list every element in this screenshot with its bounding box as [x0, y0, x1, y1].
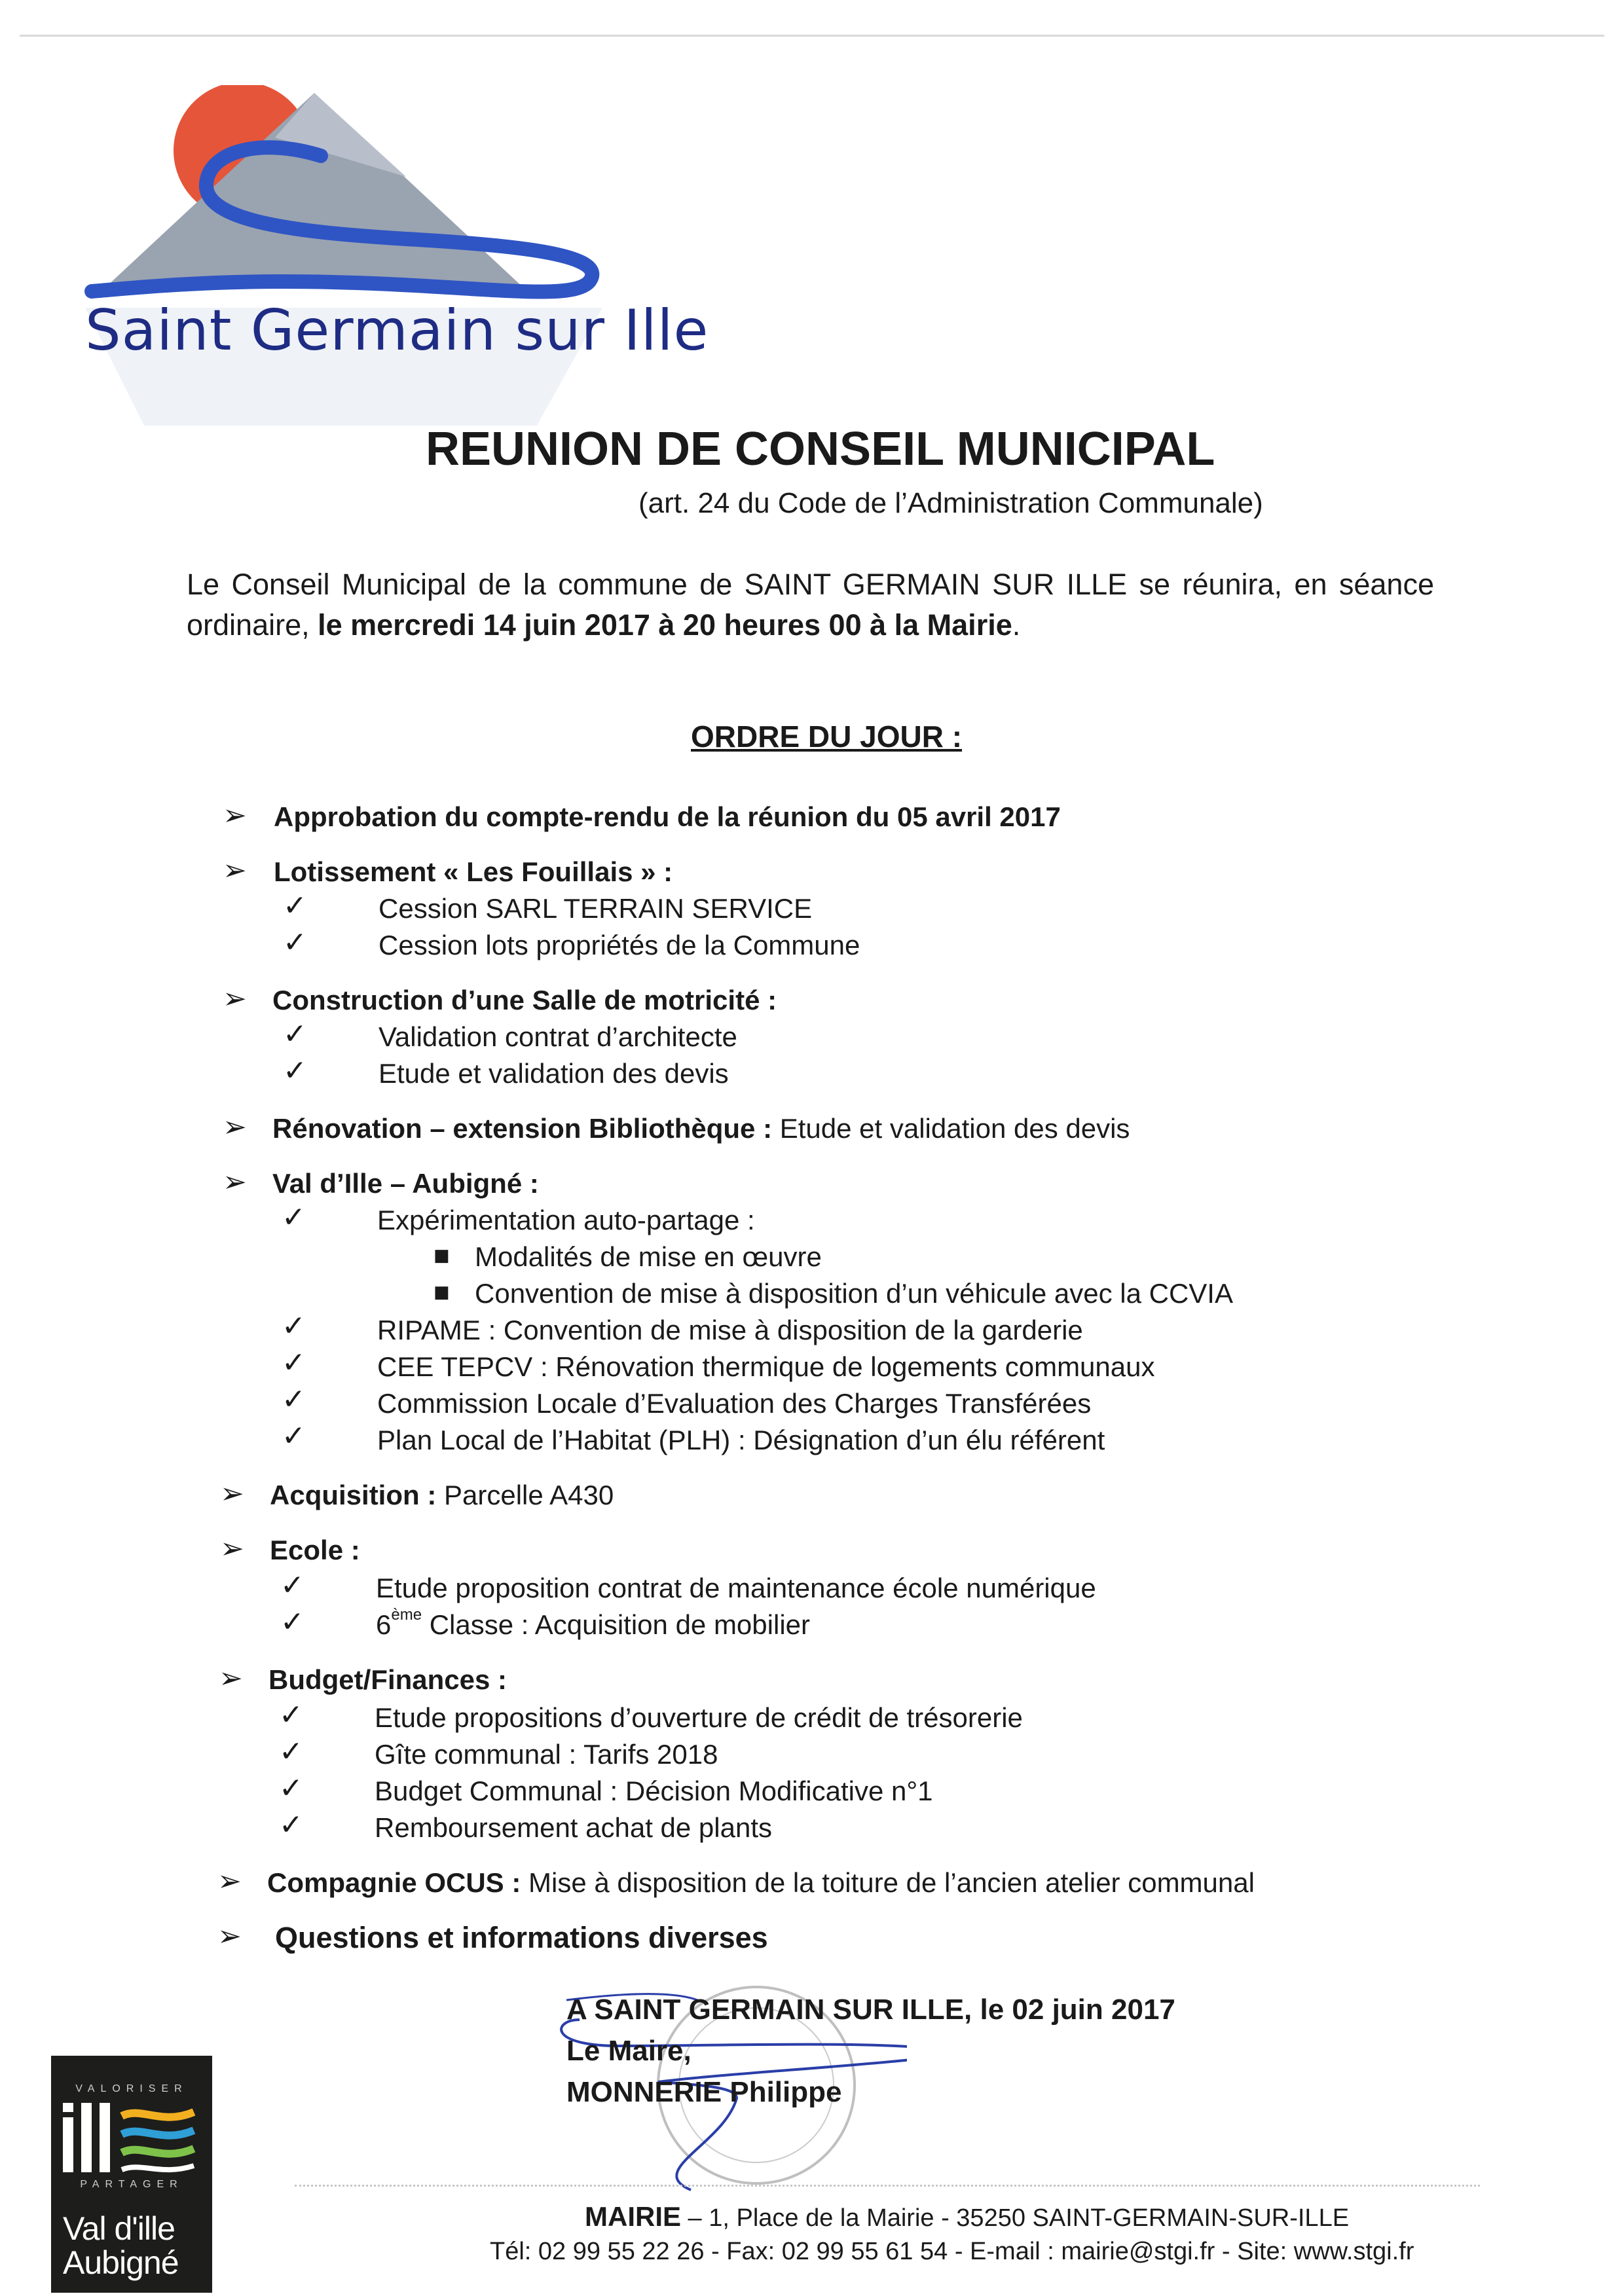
intro-date: le mercredi 14 juin 2017 à 20 heures 00 à la Mairie — [318, 608, 1012, 642]
check-icon: ✓ — [282, 1383, 306, 1416]
arrow-bullet-icon: ➢ — [223, 983, 247, 1015]
check-icon: ✓ — [282, 1419, 306, 1453]
agenda-item — [272, 982, 777, 1019]
check-icon: ✓ — [279, 1698, 303, 1732]
arrow-bullet-icon: ➢ — [223, 1166, 247, 1198]
ordinal-suffix: ème — [391, 1606, 422, 1624]
agenda-subitem-text: Classe : Acquisition de mobilier — [422, 1609, 810, 1640]
check-icon: ✓ — [280, 1605, 304, 1639]
square-bullet-icon: ■ — [434, 1246, 450, 1266]
check-icon: ✓ — [279, 1735, 303, 1768]
agenda-subitem: Budget Communal : Décision Modificative n°1 — [375, 1776, 933, 1806]
agenda-subitem: Remboursement achat de plants — [375, 1812, 773, 1843]
agenda-item-text: Parcelle A430 — [436, 1480, 614, 1510]
arrow-bullet-icon: ➢ — [217, 1865, 242, 1897]
logo-graphic — [65, 85, 622, 426]
agenda-subsubitem: Modalités de mise en œuvre — [475, 1241, 822, 1272]
arrow-bullet-icon: ➢ — [220, 1478, 244, 1510]
agenda-item — [270, 1477, 614, 1514]
town-logo — [65, 85, 709, 426]
agenda-item-label: Compagnie OCUS : — [267, 1867, 521, 1898]
agenda-subitem: Cession SARL TERRAIN SERVICE — [378, 893, 813, 924]
agenda-item — [270, 1532, 360, 1569]
check-icon: ✓ — [282, 1201, 306, 1234]
check-icon: ✓ — [283, 889, 307, 922]
footer-mairie: MAIRIE — [585, 2201, 681, 2232]
agenda-item — [268, 1662, 507, 1698]
town-name: Saint Germain sur Ille — [85, 298, 709, 363]
intro-paragraph — [187, 564, 1434, 646]
agenda-item-text: Etude et validation des devis — [772, 1113, 1130, 1144]
check-icon: ✓ — [282, 1309, 306, 1343]
agenda-item — [274, 799, 1061, 835]
arrow-bullet-icon: ➢ — [219, 1662, 243, 1694]
ille-mark-icon — [63, 2103, 200, 2175]
partner-logo-tagline-middle: PARTAGER — [80, 2179, 183, 2190]
agenda-title: ORDRE DU JOUR : — [691, 720, 963, 754]
agenda-subitem: Expérimentation auto-partage : — [377, 1205, 755, 1235]
intro-end: . — [1012, 608, 1021, 642]
arrow-bullet-icon: ➢ — [223, 854, 247, 886]
arrow-bullet-icon: ➢ — [217, 1920, 242, 1952]
partner-logo-name-line1: Val d'ille — [63, 2210, 175, 2247]
footer-rule — [295, 2185, 1480, 2187]
square-bullet-icon: ■ — [434, 1283, 450, 1302]
check-icon: ✓ — [283, 926, 307, 959]
partner-logo-name — [63, 2212, 179, 2280]
agenda-subitem: Etude proposition contrat de maintenance école numérique — [376, 1573, 1096, 1603]
page-subtitle: (art. 24 du Code de l’Administration Communale) — [638, 487, 1263, 519]
agenda-item-text: Mise à disposition de la toiture de l’ancien atelier communal — [521, 1867, 1255, 1898]
arrow-bullet-icon: ➢ — [223, 799, 247, 831]
agenda-subitem: Plan Local de l’Habitat (PLH) : Désignation d’un élu référent — [377, 1425, 1105, 1455]
check-icon: ✓ — [279, 1808, 303, 1842]
top-rule — [20, 35, 1604, 37]
footer-address — [585, 2201, 1349, 2232]
footer-address-text: – 1, Place de la Mairie - 35250 SAINT-GERMAIN-SUR-ILLE — [681, 2204, 1350, 2232]
agenda-subitem: RIPAME : Convention de mise à disposition de la garderie — [377, 1315, 1083, 1345]
partner-logo-tagline-top: VALORISER — [75, 2083, 188, 2094]
check-icon: ✓ — [283, 1054, 307, 1087]
agenda-item — [272, 1165, 539, 1202]
footer-contact: Tél: 02 99 55 22 26 - Fax: 02 99 55 61 54 - E-mail : mairie@stgi.fr - Site: www.stgi.fr — [490, 2238, 1414, 2265]
intro-text: Le Conseil Municipal de la commune de SAINT GERMAIN SUR ILLE se réunira, en séance ordinaire, — [187, 568, 1434, 642]
agenda-subitem: CEE TEPCV : Rénovation thermique de logements communaux — [377, 1351, 1155, 1382]
partner-logo — [51, 2056, 212, 2293]
agenda-item-label: Construction d’une Salle de motricité : — [272, 985, 777, 1015]
arrow-bullet-icon: ➢ — [223, 1111, 247, 1143]
agenda-item-label: Budget/Finances : — [268, 1664, 507, 1695]
agenda-subitem: Validation contrat d’architecte — [378, 1021, 737, 1052]
agenda-item-label: Rénovation – extension Bibliothèque : — [272, 1113, 773, 1144]
agenda-item-label: Approbation du compte-rendu de la réunion du 05 avril 2017 — [274, 801, 1061, 832]
check-icon: ✓ — [280, 1569, 304, 1602]
agenda-subitem: Etude et validation des devis — [378, 1058, 729, 1089]
agenda-subitem: Etude propositions d’ouverture de crédit de trésorerie — [375, 1702, 1023, 1733]
agenda-item — [275, 1920, 768, 1956]
agenda-item-label: Ecole : — [270, 1535, 360, 1565]
ordinal-number: 6 — [376, 1609, 392, 1640]
signature-name: MONNERIE Philippe — [566, 2076, 842, 2108]
agenda-subitem: Commission Locale d’Evaluation des Charges Transférées — [377, 1388, 1092, 1419]
agenda-subitem: Gîte communal : Tarifs 2018 — [375, 1739, 718, 1770]
partner-logo-name-line2: Aubigné — [63, 2244, 179, 2281]
arrow-bullet-icon: ➢ — [220, 1533, 244, 1565]
agenda-item-label: Val d’Ille – Aubigné : — [272, 1168, 539, 1199]
signature-place-date: A SAINT GERMAIN SUR ILLE, le 02 juin 2017 — [566, 1994, 1175, 2026]
check-icon: ✓ — [279, 1772, 303, 1805]
agenda-item-label: Lotissement « Les Fouillais » : — [274, 856, 673, 887]
agenda-item — [274, 854, 673, 890]
agenda-subitem: Cession lots propriétés de la Commune — [378, 930, 860, 960]
agenda-item — [272, 1110, 1130, 1147]
agenda-item-label: Acquisition : — [270, 1480, 437, 1510]
agenda-item-label: Questions et informations diverses — [275, 1921, 768, 1954]
agenda-subsubitem: Convention de mise à disposition d’un véhicule avec la CCVIA — [475, 1278, 1233, 1309]
page-title: REUNION DE CONSEIL MUNICIPAL — [426, 423, 1215, 475]
agenda-subitem — [376, 1607, 810, 1643]
agenda-item — [267, 1865, 1255, 1901]
check-icon: ✓ — [283, 1017, 307, 1051]
signature-role: Le Maire, — [566, 2035, 692, 2067]
check-icon: ✓ — [282, 1346, 306, 1379]
